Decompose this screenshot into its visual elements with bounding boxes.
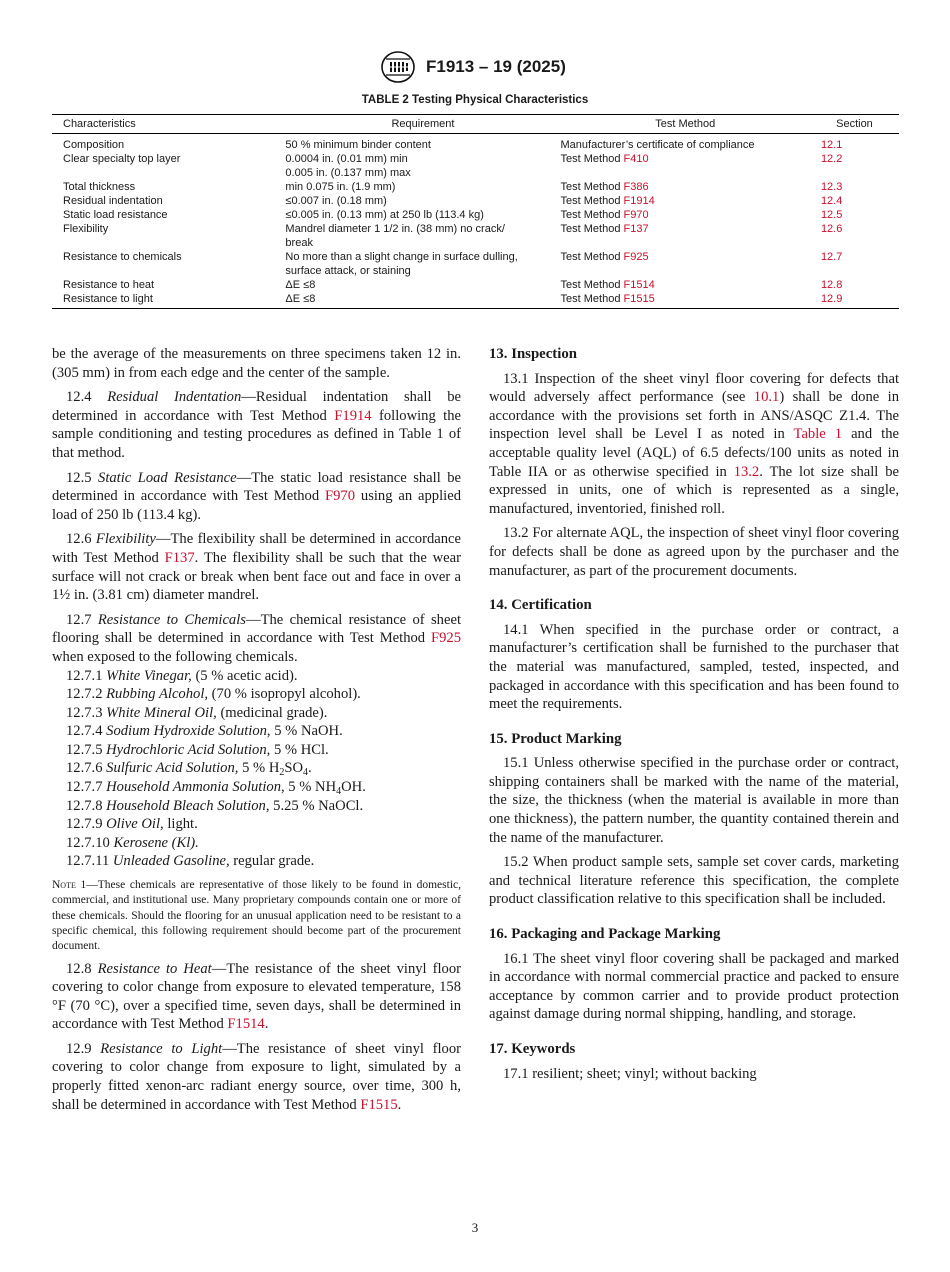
section-14-1: 14.1 When specified in the purchase order or contract, a manufacturer’s certification shall be furnished to the purchaser that the material was manufactured, sampled, tested, inspected, and packaged in accordance with this specification and has been found to meet the requirements. xyxy=(489,621,899,713)
section-text: 13.1 Inspection of the sheet vinyl floor covering for defects that would adversely affect performance (see xyxy=(489,370,899,406)
method-link[interactable]: F410 xyxy=(623,153,649,165)
cell-requirement xyxy=(285,134,560,153)
section-title: Resistance to Chemicals xyxy=(97,611,246,628)
astm-logo-icon xyxy=(380,50,416,84)
cell-requirement xyxy=(285,180,560,194)
item-number: 12.7.7 xyxy=(66,779,107,796)
table-row xyxy=(52,208,899,222)
item-number: 12.7.10 xyxy=(66,834,114,851)
chemical-name: Kerosene (Kl). xyxy=(113,834,199,851)
method-text: Test Method xyxy=(560,293,624,305)
cell-requirement xyxy=(285,208,560,222)
chemical-detail: OH. xyxy=(341,779,366,796)
requirement-line: ≤0.005 in. (0.13 mm) at 250 lb (113.4 kg) xyxy=(285,209,484,221)
cell-characteristic: Static load resistance xyxy=(63,209,168,221)
link-table-1[interactable]: Table 1 xyxy=(793,426,843,443)
method-link[interactable]: F386 xyxy=(623,181,649,193)
document-id: F1913 – 19 (2025) xyxy=(426,57,566,76)
heading-packaging: 16. Packaging and Package Marking xyxy=(489,926,721,943)
link-f137[interactable]: F137 xyxy=(164,549,195,566)
table-row xyxy=(52,180,899,194)
cell-test-method xyxy=(561,194,810,208)
method-text: Test Method xyxy=(560,181,624,193)
table-row xyxy=(52,222,899,250)
method-text: Test Method xyxy=(560,251,624,263)
spec-table xyxy=(52,114,899,309)
cell-requirement xyxy=(285,194,560,208)
note-1 xyxy=(52,878,461,954)
item-number: 12.7.3 xyxy=(66,704,107,721)
chemical-detail: light. xyxy=(163,816,198,833)
section-16-1: 16.1 The sheet vinyl floor covering shall be packaged and marked in accordance with normal commercial practice and packed to ensure acceptance by common carrier and to provide product protection against damage during normal shipping, handling, and storage. xyxy=(489,950,899,1023)
cell-requirement xyxy=(285,250,560,278)
chemical-detail: 5 % NH xyxy=(284,779,337,796)
link-10-1[interactable]: 10.1 xyxy=(753,389,780,406)
left-column xyxy=(52,345,461,1120)
section-text: . xyxy=(397,1096,402,1113)
section-number: 12.9 xyxy=(66,1040,101,1057)
item-number: 12.7.8 xyxy=(66,797,107,814)
cell-characteristic: Resistance to light xyxy=(52,292,285,309)
section-text: —Residual indentation shall be determined in accordance with Test Method xyxy=(52,389,461,424)
link-f1514[interactable]: F1514 xyxy=(227,1016,265,1033)
subscript: 4 xyxy=(303,767,309,779)
table-caption: TABLE 2 Testing Physical Characteristics xyxy=(361,94,589,106)
method-link[interactable]: F1515 xyxy=(623,293,655,305)
chemical-name: Olive Oil, xyxy=(106,816,164,833)
section-number: 12.5 xyxy=(66,469,99,486)
chemical-detail: 5 % HCl. xyxy=(270,741,329,758)
chemical-name: White Mineral Oil, xyxy=(106,704,217,721)
cell-section-link[interactable]: 12.6 xyxy=(820,223,843,235)
requirement-line: 50 % minimum binder content xyxy=(285,139,431,151)
chemical-detail: 5 % NaOH. xyxy=(270,723,343,740)
chemical-detail: (medicinal grade). xyxy=(216,704,328,721)
chemical-item xyxy=(52,815,461,834)
table-row xyxy=(52,134,899,153)
chemical-name: Household Bleach Solution, xyxy=(106,797,270,814)
cell-characteristic: Resistance to heat xyxy=(63,279,155,291)
section-number: 12.8 xyxy=(66,960,98,977)
cell-requirement xyxy=(285,152,560,180)
section-12-5 xyxy=(52,469,461,525)
cell-section-link[interactable]: 12.9 xyxy=(810,292,899,309)
chemical-item xyxy=(52,759,461,778)
cell-characteristic: Clear specialty top layer xyxy=(63,153,181,165)
section-title: Resistance to Light xyxy=(100,1040,223,1057)
section-12-7 xyxy=(52,611,461,667)
subscript: 2 xyxy=(279,767,285,779)
section-text: ) shall be done in accordance with the provisions set forth in ANS/ASQC Z1.4. The inspection level shall be Level I as noted in xyxy=(489,389,900,443)
link-f925[interactable]: F925 xyxy=(430,630,461,647)
table-header-cell: Characteristics xyxy=(52,115,285,134)
section-12-9 xyxy=(52,1040,461,1114)
requirement-line: surface attack, or staining xyxy=(285,265,411,277)
requirement-line: ΔE ≤8 xyxy=(285,293,316,305)
heading-certification: 14. Certification xyxy=(489,597,592,614)
note-label: Note 1 xyxy=(52,879,87,892)
section-number: 12.7 xyxy=(66,611,98,628)
link-13-2[interactable]: 13.2 xyxy=(733,463,760,480)
chemical-item xyxy=(52,722,461,741)
section-17-1: 17.1 resilient; sheet; vinyl; without backing xyxy=(503,1065,757,1082)
chemical-item xyxy=(52,741,461,760)
section-text: . The lot size shall be expressed in units, one of which is represented as a single, manufactured, inventoried, finished roll. xyxy=(489,463,899,517)
table-row xyxy=(52,278,899,292)
cell-requirement xyxy=(285,278,560,292)
method-link[interactable]: F925 xyxy=(623,251,649,263)
cell-section-link[interactable]: 12.3 xyxy=(820,181,843,193)
chemical-item xyxy=(52,797,461,816)
cell-requirement xyxy=(285,292,560,309)
section-text: using an applied load of 250 lb (113.4 kg). xyxy=(52,488,461,523)
section-title: Static Load Resistance xyxy=(98,469,237,486)
table-header-cell: Requirement xyxy=(285,115,560,134)
chemical-detail: regular grade. xyxy=(229,853,315,870)
table-header-row xyxy=(52,115,899,134)
cell-test-method xyxy=(561,208,810,222)
cell-characteristic: Residual indentation xyxy=(63,195,163,207)
cell-section-link[interactable]: 12.8 xyxy=(820,279,843,291)
cell-test-method xyxy=(561,134,810,153)
right-column xyxy=(489,345,899,1089)
section-text: —The flexibility shall be determined in accordance with Test Method xyxy=(52,531,461,566)
link-f1914[interactable]: F1914 xyxy=(334,407,372,424)
note-text: —These chemicals are representative of those likely to be found in domestic, commercial, and institutional use. Many proprietary compounds contain one or more of these chemicals. Should the flooring for an unusual application need to be resistant to a specific chemical, this following requirement should become part of the procurement document. xyxy=(52,879,461,953)
requirement-line: 0.0004 in. (0.01 mm) min xyxy=(285,153,408,165)
section-text: following the sample conditioning and testing procedures as defined in Table 1 of that method. xyxy=(52,407,461,461)
chemical-detail: 5 % H xyxy=(238,760,280,777)
chemical-name: Sulfuric Acid Solution, xyxy=(106,760,239,777)
cell-characteristic: Composition xyxy=(63,139,125,151)
chemical-detail: 5.25 % NaOCl. xyxy=(269,797,364,814)
table-body xyxy=(52,134,899,309)
table-row xyxy=(52,250,899,278)
method-text: Test Method xyxy=(560,223,624,235)
cell-test-method xyxy=(561,292,810,309)
section-13-1 xyxy=(489,370,899,519)
cell-test-method xyxy=(561,222,810,250)
requirement-line: ≤0.007 in. (0.18 mm) xyxy=(285,195,387,207)
method-link[interactable]: F137 xyxy=(623,223,649,235)
section-text: . xyxy=(264,1016,269,1033)
item-number: 12.7.1 xyxy=(66,667,107,684)
chemical-name: Rubbing Alcohol, xyxy=(106,686,209,703)
table-header-cell: Test Method xyxy=(561,115,810,134)
chemical-detail: (5 % acetic acid). xyxy=(191,667,298,684)
page-header xyxy=(0,50,950,86)
chemical-name: Household Ammonia Solution, xyxy=(106,779,285,796)
chemical-detail: (70 % isopropyl alcohol). xyxy=(208,686,361,703)
cell-characteristic: Flexibility xyxy=(63,223,109,235)
cell-section-link[interactable]: 12.5 xyxy=(820,209,843,221)
heading-inspection: 13. Inspection xyxy=(489,346,577,362)
chemical-detail: . xyxy=(308,760,312,777)
method-link[interactable]: F1514 xyxy=(623,279,655,291)
chemical-item xyxy=(52,667,461,686)
item-number: 12.7.6 xyxy=(66,760,107,777)
link-f970[interactable]: F970 xyxy=(325,488,356,505)
item-number: 12.7.4 xyxy=(66,723,107,740)
cell-characteristic: Resistance to chemicals xyxy=(63,251,182,263)
method-text: Test Method xyxy=(560,153,624,165)
method-link[interactable]: F970 xyxy=(623,209,649,221)
cell-test-method xyxy=(561,250,810,278)
cell-test-method xyxy=(561,180,810,194)
item-number: 12.7.5 xyxy=(66,741,107,758)
item-number: 12.7.11 xyxy=(66,853,113,870)
section-text: when exposed to the following chemicals. xyxy=(52,648,298,665)
chemical-name: Hydrochloric Acid Solution, xyxy=(106,741,271,758)
table-row xyxy=(52,152,899,180)
chemical-item xyxy=(52,685,461,704)
cell-test-method xyxy=(561,152,810,180)
section-text: and the acceptable quality level (AQL) of 6.5 defects/100 units as noted in Table IIA or as otherwise specified in xyxy=(489,426,899,480)
section-title: Residual Indentation xyxy=(107,389,242,406)
item-number: 12.7.9 xyxy=(66,816,107,833)
requirement-line: min 0.075 in. (1.9 mm) xyxy=(285,181,396,193)
requirement-line: No more than a slight change in surface dulling, xyxy=(285,251,518,263)
page-number: 3 xyxy=(471,1220,479,1235)
section-text: —The chemical resistance of sheet flooring shall be determined in accordance with Test Method xyxy=(52,611,461,647)
requirement-line: ΔE ≤8 xyxy=(285,279,316,291)
heading-product-marking: 15. Product Marking xyxy=(489,730,622,747)
cell-section-link[interactable]: 12.4 xyxy=(820,195,843,207)
chemical-list xyxy=(52,667,461,872)
cell-test-method xyxy=(561,278,810,292)
section-title: Flexibility xyxy=(95,531,156,548)
chemical-name: White Vinegar, xyxy=(106,667,192,684)
link-f1515[interactable]: F1515 xyxy=(360,1096,398,1113)
method-link[interactable]: F1914 xyxy=(623,195,655,207)
item-number: 12.7.2 xyxy=(66,686,107,703)
method-text: Test Method xyxy=(560,279,624,291)
section-15-1: 15.1 Unless otherwise specified in the purchase order or contract, shipping containers shall be marked with the name of the material, the size, the thickness (when the material is available in more than one thickness), the pattern number, the quantity contained therein and the name of the manufacturer. xyxy=(489,755,899,846)
heading-keywords: 17. Keywords xyxy=(489,1041,576,1057)
section-13-2: 13.2 For alternate AQL, the inspection of sheet vinyl floor covering for defects shall be done as agreed upon by the purchaser and the manufacturer, as part of the procurement documents. xyxy=(489,525,899,579)
paragraph-continued: be the average of the measurements on three specimens taken 12 in. (305 mm) in from each edge and the center of the sample. xyxy=(52,346,461,381)
section-text: —The resistance of sheet vinyl floor covering to color change from exposure to light, simulated by a properly fitted xenon-arc radiant energy source, over time, 300 h, shall be determined in accordance with Test Method xyxy=(52,1040,461,1113)
method-text: Test Method xyxy=(560,195,624,207)
chemical-item xyxy=(52,852,461,871)
section-text: —The resistance of the sheet vinyl floor covering to color change from exposure to elevated temperature, 158 °F (70 °C), over a specified time, seven days, shall be determined in accordance with Test Method xyxy=(52,960,461,1033)
cell-section-link[interactable]: 12.2 xyxy=(820,153,843,165)
method-text: Test Method xyxy=(560,209,624,221)
section-text: . The flexibility shall be such that the wear surface will not crack or break when bent face out and face in over a 1½ in. (3.81 cm) diameter mandrel. xyxy=(52,549,461,604)
section-text: —The static load resistance shall be determined in accordance with Test Method xyxy=(52,469,462,505)
section-title: Resistance to Heat xyxy=(97,960,212,977)
chemical-item xyxy=(52,704,461,723)
chemical-item xyxy=(52,778,461,797)
cell-section-link[interactable]: 12.7 xyxy=(820,251,843,263)
requirement-line: Mandrel diameter 1 1/2 in. (38 mm) no crack/ xyxy=(285,223,505,235)
table-header-cell: Section xyxy=(810,115,899,134)
requirement-line: break xyxy=(285,237,313,249)
chemical-name: Sodium Hydroxide Solution, xyxy=(106,723,271,740)
chemical-detail: SO xyxy=(284,760,304,777)
section-number: 12.4 xyxy=(66,389,108,406)
requirement-line: 0.005 in. (0.137 mm) max xyxy=(285,167,411,179)
table-row xyxy=(52,292,899,309)
section-number: 12.6 xyxy=(66,531,96,548)
chemical-name: Unleaded Gasoline, xyxy=(112,853,230,870)
section-12-6 xyxy=(52,530,461,604)
cell-requirement xyxy=(285,222,560,250)
table-row xyxy=(52,194,899,208)
section-12-4 xyxy=(52,388,461,462)
section-15-2: 15.2 When product sample sets, sample set cover cards, marketing and technical literature reference this specification, the complete product classification relative to this specification shall be included. xyxy=(489,854,899,908)
section-12-8 xyxy=(52,960,461,1034)
cell-section-link[interactable]: 12.1 xyxy=(820,139,843,151)
method-text: Manufacturer’s certificate of compliance xyxy=(560,139,755,151)
cell-characteristic: Total thickness xyxy=(63,181,136,193)
chemical-item xyxy=(52,834,461,853)
subscript: 4 xyxy=(336,786,342,798)
